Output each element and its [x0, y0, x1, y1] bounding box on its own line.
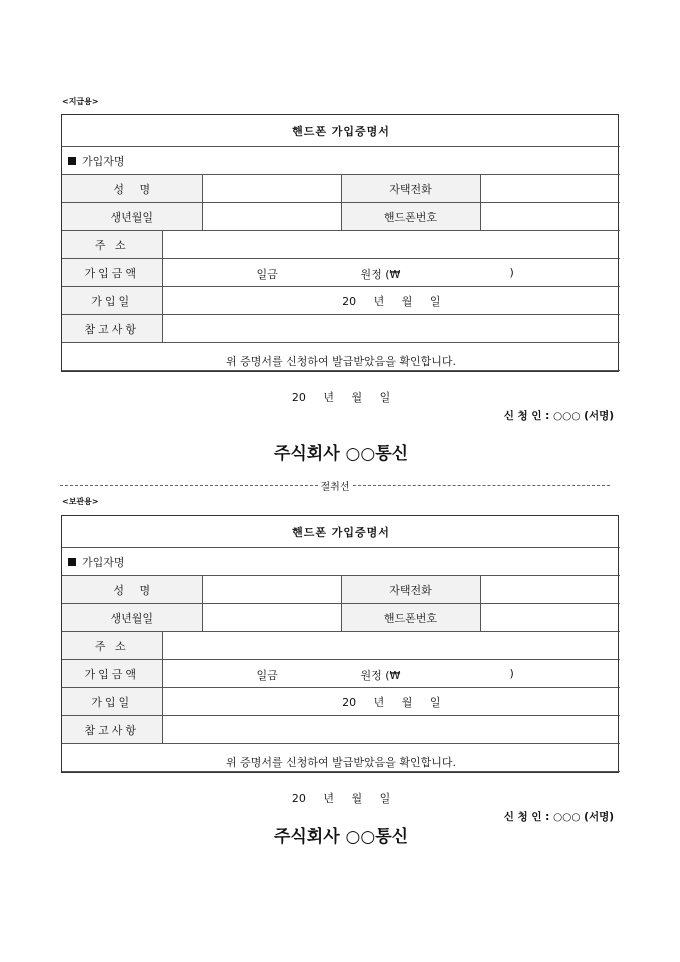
notes-field[interactable] [162, 315, 620, 343]
amount-won: 원정 (₩ [360, 268, 401, 281]
copy-tag-issue: <지급용> [62, 97, 99, 106]
home-phone-field[interactable] [480, 175, 620, 203]
subscriber-section [62, 548, 620, 576]
birth-date-label: 생년월일 [62, 604, 202, 632]
notes-field[interactable] [162, 716, 620, 744]
name-field[interactable] [202, 175, 341, 203]
birth-date-field[interactable] [202, 203, 341, 231]
birth-date-label: 생년월일 [62, 203, 202, 231]
cut-line-dash-left [60, 485, 318, 486]
confirmation-text: 위 증명서를 신청하여 발급받았음을 확인합니다. [226, 756, 457, 769]
company-name: 주식회사 ○○통신 [273, 444, 409, 464]
mobile-number-label: 핸드폰번호 [341, 203, 480, 231]
birth-date-field[interactable] [202, 604, 341, 632]
mobile-number-field[interactable] [480, 203, 620, 231]
cut-line [60, 478, 610, 492]
cut-line-label: 절취선 [320, 481, 350, 493]
join-date-field[interactable]: 20 년 월 일 [162, 287, 620, 315]
applicant-signature: 신 청 인 : ○○○ (서명) [503, 410, 615, 422]
amount-prefix: 일금 [256, 669, 278, 682]
section-label: 가입자명 [82, 154, 125, 168]
confirmation-section [62, 744, 620, 847]
name-field[interactable] [202, 576, 341, 604]
notes-label: 참고사항 [62, 716, 162, 744]
join-date-label: 가입일 [62, 287, 162, 315]
notes-label: 참고사항 [62, 315, 162, 343]
confirmation-text: 위 증명서를 신청하여 발급받았음을 확인합니다. [226, 355, 457, 368]
mobile-number-label: 핸드폰번호 [341, 604, 480, 632]
address-label: 주 소 [62, 632, 162, 660]
confirmation-section [62, 343, 620, 464]
amount-label: 가입금액 [62, 259, 162, 287]
name-label: 성 명 [62, 175, 202, 203]
home-phone-field[interactable] [480, 576, 620, 604]
home-phone-label: 자택전화 [341, 175, 480, 203]
confirmation-date: 20 년 월 일 [291, 391, 391, 404]
copy-tag-keep: <보관용> [62, 497, 99, 506]
applicant-signature: 신 청 인 : ○○○ (서명) [503, 811, 615, 823]
amount-prefix: 일금 [256, 268, 278, 281]
amount-won: 원정 (₩ [360, 669, 401, 682]
certificate-form-issue [61, 114, 619, 464]
address-field[interactable] [162, 632, 620, 660]
cut-line-dash-right [353, 485, 611, 486]
form-title: 핸드폰 가입증명서 [62, 516, 620, 548]
home-phone-label: 자택전화 [341, 576, 480, 604]
square-bullet-icon [68, 157, 76, 165]
amount-close: ) [509, 266, 514, 279]
address-field[interactable] [162, 231, 620, 259]
join-date-label: 가입일 [62, 688, 162, 716]
company-name: 주식회사 ○○통신 [273, 827, 409, 847]
mobile-number-field[interactable] [480, 604, 620, 632]
join-date-field[interactable]: 20 년 월 일 [162, 688, 620, 716]
form-title: 핸드폰 가입증명서 [62, 115, 620, 147]
amount-label: 가입금액 [62, 660, 162, 688]
section-label: 가입자명 [82, 555, 125, 569]
amount-field[interactable] [162, 660, 620, 688]
subscriber-section [62, 147, 620, 175]
confirmation-date: 20 년 월 일 [291, 792, 391, 805]
name-label: 성 명 [62, 576, 202, 604]
address-label: 주 소 [62, 231, 162, 259]
amount-close: ) [509, 667, 514, 680]
amount-field[interactable] [162, 259, 620, 287]
square-bullet-icon [68, 558, 76, 566]
certificate-form-keep [61, 515, 619, 847]
